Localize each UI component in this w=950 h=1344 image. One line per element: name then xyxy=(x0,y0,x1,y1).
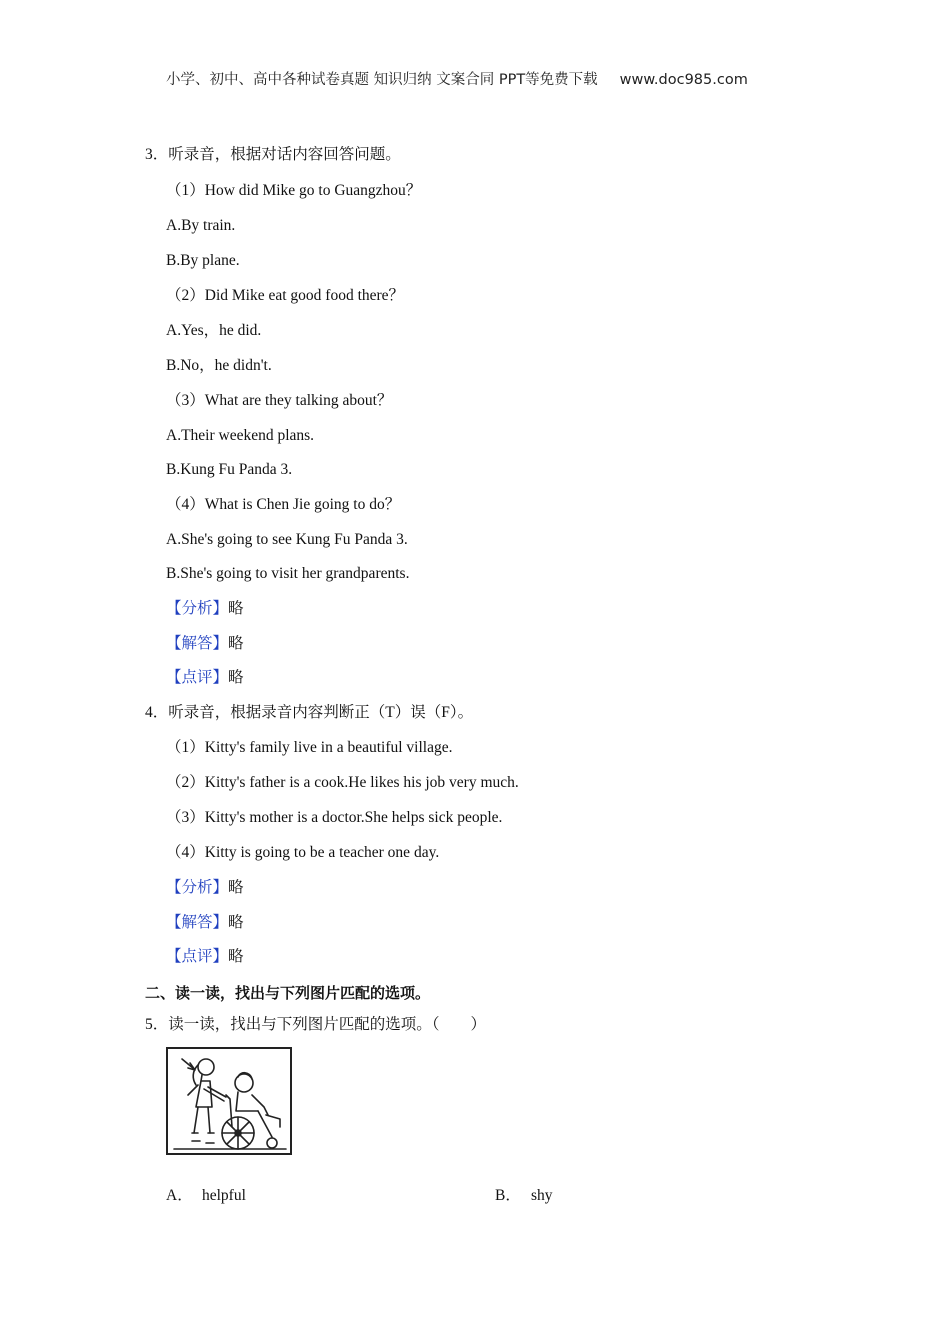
analysis-value: 略 xyxy=(228,879,244,896)
q5-title: 5．读一读，找出与下列图片匹配的选项。（ ） xyxy=(145,1016,487,1033)
q5-option-a[interactable] xyxy=(166,1186,246,1206)
q3-4-option-a: A.She's going to see Kung Fu Panda 3. xyxy=(166,531,408,548)
q3-2-option-b: B.No，he didn't. xyxy=(166,357,272,374)
option-a-text: helpful xyxy=(202,1187,246,1204)
answer-tag: 【解答】 xyxy=(166,914,229,931)
header-text: 小学、初中、高中各种试卷真题 知识归纳 文案合同 PPT等免费下载 xyxy=(166,72,598,88)
q3-comment xyxy=(166,668,244,688)
comment-tag: 【点评】 xyxy=(166,669,229,686)
q4-item-1: （1）Kitty's family live in a beautiful village. xyxy=(166,739,453,756)
answer-value: 略 xyxy=(228,635,244,652)
comment-tag: 【点评】 xyxy=(166,948,229,965)
q3-1-option-b: B.By plane. xyxy=(166,252,240,269)
q3-4-question: （4）What is Chen Jie going to do？ xyxy=(166,496,401,513)
q3-analysis xyxy=(166,599,244,619)
answer-tag: 【解答】 xyxy=(166,635,229,652)
comment-value: 略 xyxy=(228,948,244,965)
girl-pushing-wheelchair-icon xyxy=(166,1047,292,1155)
q4-answer xyxy=(166,913,244,933)
q3-2-option-a: A.Yes，he did. xyxy=(166,322,262,339)
option-b-label: B． xyxy=(495,1187,521,1204)
analysis-value: 略 xyxy=(228,600,244,617)
analysis-tag: 【分析】 xyxy=(166,879,229,896)
q4-item-3: （3）Kitty's mother is a doctor.She helps sick people. xyxy=(166,809,503,826)
q3-2-question: （2）Did Mike eat good food there？ xyxy=(166,287,405,304)
q3-1-question: （1）How did Mike go to Guangzhou？ xyxy=(166,182,422,199)
answer-value: 略 xyxy=(228,914,244,931)
q4-analysis xyxy=(166,878,244,898)
analysis-tag: 【分析】 xyxy=(166,600,229,617)
section-2-title: 二、读一读，找出与下列图片匹配的选项。 xyxy=(145,984,431,1002)
page-header xyxy=(166,68,806,89)
q4-item-2: （2）Kitty's father is a cook.He likes his job very much. xyxy=(166,774,519,791)
q3-3-option-b: B.Kung Fu Panda 3. xyxy=(166,461,293,478)
q3-3-option-a: A.Their weekend plans. xyxy=(166,427,315,444)
q5-option-b[interactable] xyxy=(495,1186,553,1206)
q3-title: 3．听录音，根据对话内容回答问题。 xyxy=(145,146,401,163)
q3-answer xyxy=(166,634,244,654)
header-url[interactable]: www.doc985.com xyxy=(619,72,748,88)
q3-3-question: （3）What are they talking about？ xyxy=(166,392,393,409)
q4-title: 4．听录音，根据录音内容判断正（T）误（F）。 xyxy=(145,704,474,721)
option-a-label: A． xyxy=(166,1187,193,1204)
q3-4-option-b: B.She's going to visit her grandparents. xyxy=(166,565,410,582)
q4-comment xyxy=(166,947,244,967)
option-b-text: shy xyxy=(531,1187,553,1204)
q4-item-4: （4）Kitty is going to be a teacher one day. xyxy=(166,844,440,861)
q3-1-option-a: A.By train. xyxy=(166,217,236,234)
comment-value: 略 xyxy=(228,669,244,686)
